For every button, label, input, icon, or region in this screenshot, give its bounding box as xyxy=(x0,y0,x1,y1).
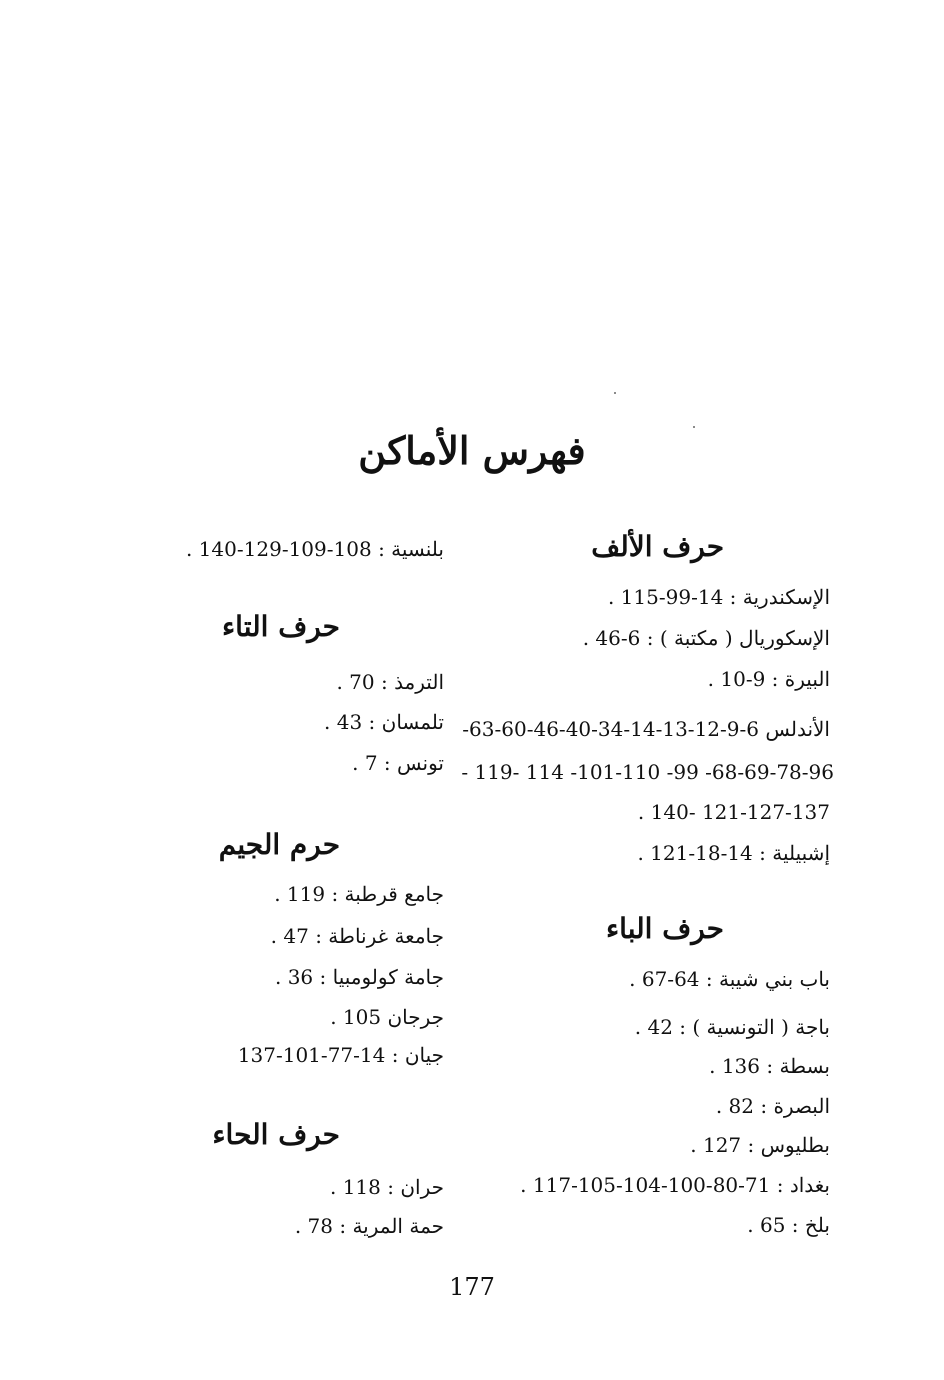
heading-ta: حرف التاء xyxy=(222,610,340,643)
entry-line: إشبيلية : 14-18-121 . xyxy=(637,841,830,865)
entry-line: الإسكوريال ( مكتبة ) : 6-46 . xyxy=(582,626,830,650)
page-title: فهرس الأماكن xyxy=(358,428,586,473)
entry-line: جامة كولومبيا : 36 . xyxy=(274,965,444,989)
heading-alif: حرف الألف xyxy=(591,530,724,563)
entry-line: باب بني شيبة : 64-67 . xyxy=(629,967,830,991)
entry-line: الأندلس 6-9-12-13-14-34-40-46-60-63- xyxy=(462,717,830,741)
entry-line: حران : 118 . xyxy=(329,1175,444,1199)
entry-line: جرجان 105 . xyxy=(330,1005,444,1029)
entry-line: جيان : 14-77-101-137 xyxy=(237,1043,444,1067)
entry-line: حمة المرية : 78 . xyxy=(294,1214,444,1238)
entry-line: جامع قرطبة : 119 . xyxy=(274,882,444,906)
entry-line: الترمذ : 70 . xyxy=(336,670,444,694)
entry-line: 68-69-78-96- 99- 101-110- 114 -119 - xyxy=(461,760,834,784)
entry-line: تلمسان : 43 . xyxy=(324,710,444,734)
entry-line: الإسكندرية : 14-99-115 . xyxy=(607,585,830,609)
entry-line: البيرة : 9-10 . xyxy=(707,667,830,691)
heading-ba: حرف الباء xyxy=(606,912,724,945)
entry-line: بلخ : 65 . xyxy=(747,1213,830,1237)
entry-line: تونس : 7 . xyxy=(352,751,444,775)
entry-line: بسطة : 136 . xyxy=(709,1054,830,1078)
entry-line: بلنسية : 108-109-129-140 . xyxy=(185,537,444,561)
page-number: 177 xyxy=(449,1273,495,1301)
entry-line: البصرة : 82 . xyxy=(715,1094,830,1118)
heading-ha: حرف الحاء xyxy=(212,1118,340,1151)
heading-jim: حرم الجيم xyxy=(218,828,340,861)
entry-line: باجة ( التونسية ) : 42 . xyxy=(634,1015,830,1039)
entry-line: بغداد : 71-80-100-104-105-117 . xyxy=(520,1173,830,1197)
entry-line: جامعة غرناطة : 47 . xyxy=(270,924,444,948)
entry-line: 121-127-137 -140 . xyxy=(637,800,830,824)
entry-line: بطليوس : 127 . xyxy=(690,1133,830,1157)
scan-speck xyxy=(614,392,616,394)
